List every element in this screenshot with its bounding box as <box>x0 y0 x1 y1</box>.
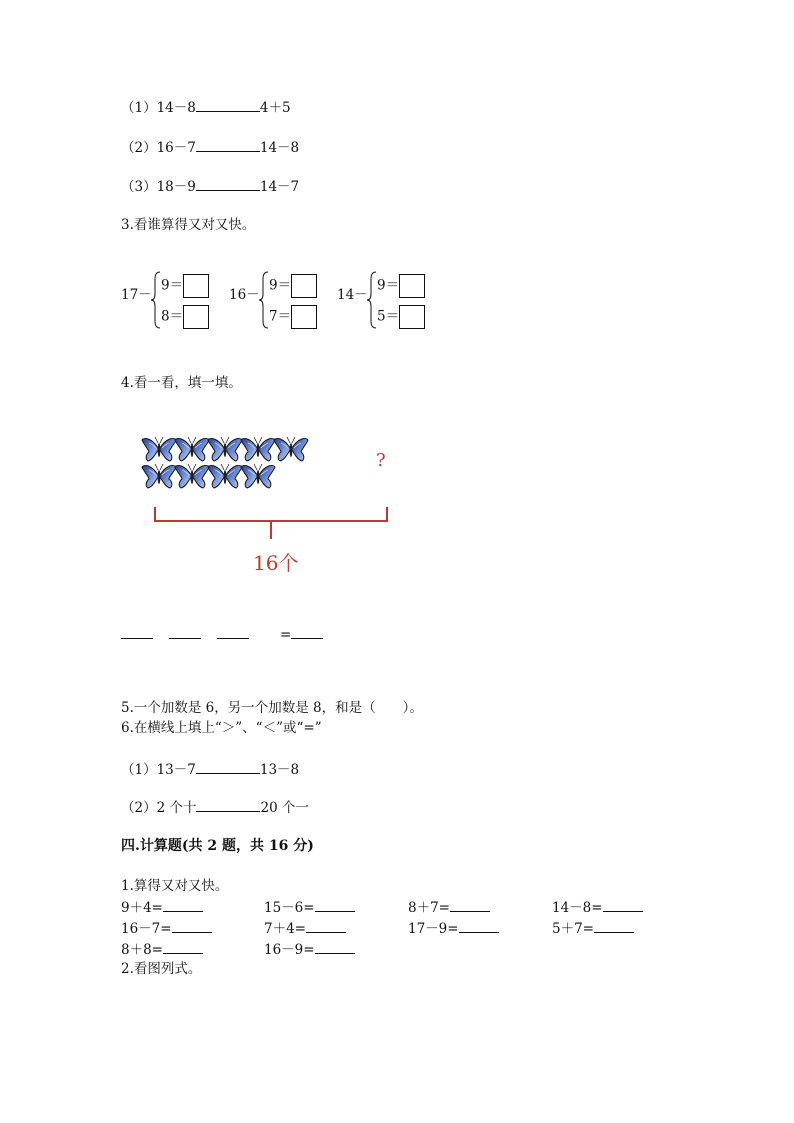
equals-sign: = <box>280 627 292 643</box>
exercise <box>408 897 490 917</box>
question-3-title: 3.看谁算得又对又快。 <box>121 217 256 233</box>
exercise <box>408 918 499 938</box>
exercise-expr: 14－8= <box>552 900 603 916</box>
answer-blank[interactable] <box>196 797 260 812</box>
question-mark: ? <box>376 450 386 471</box>
item-number: （2） <box>121 800 157 816</box>
question-4-title: 4.看一看，填一填。 <box>121 375 242 391</box>
question-6-title: 6.在横线上填上“＞”、“＜”或“=” <box>121 720 322 736</box>
answer-blank[interactable] <box>459 918 499 933</box>
answer-blank[interactable] <box>594 918 634 933</box>
answer-blank[interactable] <box>291 624 323 639</box>
compare-item-3 <box>121 176 299 196</box>
expr-right: 14－8 <box>259 140 300 156</box>
item-number: （2） <box>121 140 157 156</box>
answer-blank[interactable] <box>217 624 249 639</box>
answer-blank[interactable] <box>163 939 203 954</box>
split-group-2 <box>229 270 329 332</box>
split-expr: 9＝ <box>269 277 292 294</box>
answer-blank[interactable] <box>450 897 490 912</box>
expr-right: 14－7 <box>259 179 300 195</box>
left-brace-icon <box>367 271 377 329</box>
answer-box[interactable] <box>399 305 425 329</box>
exercise-expr: 5＋7= <box>552 921 594 937</box>
answer-blank[interactable] <box>196 97 260 112</box>
expr-left: 13－7 <box>156 762 196 778</box>
expr-left: 18－9 <box>156 179 196 195</box>
split-row <box>161 305 209 329</box>
exercise-expr: 15－6= <box>264 900 315 916</box>
split-row <box>161 274 209 298</box>
group-lead: 17－ <box>121 287 152 303</box>
split-group-3 <box>337 270 437 332</box>
expr-right: 20 个一 <box>260 800 309 816</box>
group-lead: 14－ <box>337 287 368 303</box>
section-heading: 四.计算题(共 2 题，共 16 分) <box>121 838 314 854</box>
split-expr: 5＝ <box>377 308 400 325</box>
expr-left: 16－7 <box>156 140 196 156</box>
split-row <box>269 305 317 329</box>
q6-item-2 <box>121 797 309 817</box>
expr-left: 14－8 <box>156 100 196 116</box>
answer-blank[interactable] <box>315 939 355 954</box>
expr-right: 4＋5 <box>259 100 291 116</box>
section4-q1-title: 1.算得又对又快。 <box>121 878 229 894</box>
exercise <box>264 939 355 959</box>
section4-q2-title: 2.看图列式。 <box>121 961 202 977</box>
answer-blank[interactable] <box>169 624 201 639</box>
exercise <box>121 939 203 959</box>
split-expr: 7＝ <box>269 308 292 325</box>
item-number: （3） <box>121 179 157 195</box>
exercise-expr: 16－7= <box>121 921 172 937</box>
answer-blank[interactable] <box>196 759 260 774</box>
exercise <box>264 897 355 917</box>
exercise-expr: 17－9= <box>408 921 459 937</box>
answer-blank[interactable] <box>603 897 643 912</box>
answer-box[interactable] <box>183 305 209 329</box>
question-5: 5.一个加数是 6，另一个加数是 8，和是（ ）。 <box>121 700 423 716</box>
answer-box[interactable] <box>291 274 317 298</box>
q6-item-1 <box>121 759 299 779</box>
exercise <box>552 897 643 917</box>
exercise-expr: 8＋8= <box>121 942 163 958</box>
answer-blank[interactable] <box>121 624 153 639</box>
exercise <box>121 897 203 917</box>
exercise-expr: 8＋7= <box>408 900 450 916</box>
answer-blank[interactable] <box>163 897 203 912</box>
item-number: （1） <box>121 762 157 778</box>
answer-blank[interactable] <box>306 918 346 933</box>
answer-blank[interactable] <box>172 918 212 933</box>
answer-box[interactable] <box>399 274 425 298</box>
group-lead: 16－ <box>229 287 260 303</box>
answer-blank[interactable] <box>196 137 260 152</box>
split-expr: 8＝ <box>161 308 184 325</box>
answer-box[interactable] <box>291 305 317 329</box>
exercise <box>552 918 634 938</box>
compare-item-1 <box>121 97 291 117</box>
left-brace-icon <box>151 271 161 329</box>
exercise-expr: 16－9= <box>264 942 315 958</box>
split-group-1 <box>121 270 221 332</box>
answer-blank[interactable] <box>196 176 260 191</box>
exercise <box>264 918 346 938</box>
split-row <box>269 274 317 298</box>
answer-blank[interactable] <box>315 897 355 912</box>
answer-box[interactable] <box>183 274 209 298</box>
split-row <box>377 305 425 329</box>
compare-item-2 <box>121 137 299 157</box>
exercise-expr: 9＋4= <box>121 900 163 916</box>
left-brace-icon <box>259 271 269 329</box>
expr-right: 13－8 <box>259 762 300 778</box>
item-number: （1） <box>121 100 157 116</box>
split-expr: 9＝ <box>161 277 184 294</box>
exercise-expr: 7＋4= <box>264 921 306 937</box>
equation-row <box>121 624 323 644</box>
exercise <box>121 918 212 938</box>
split-expr: 9＝ <box>377 277 400 294</box>
split-row <box>377 274 425 298</box>
total-label: 16个 <box>253 551 299 575</box>
expr-left: 2 个十 <box>156 800 197 816</box>
